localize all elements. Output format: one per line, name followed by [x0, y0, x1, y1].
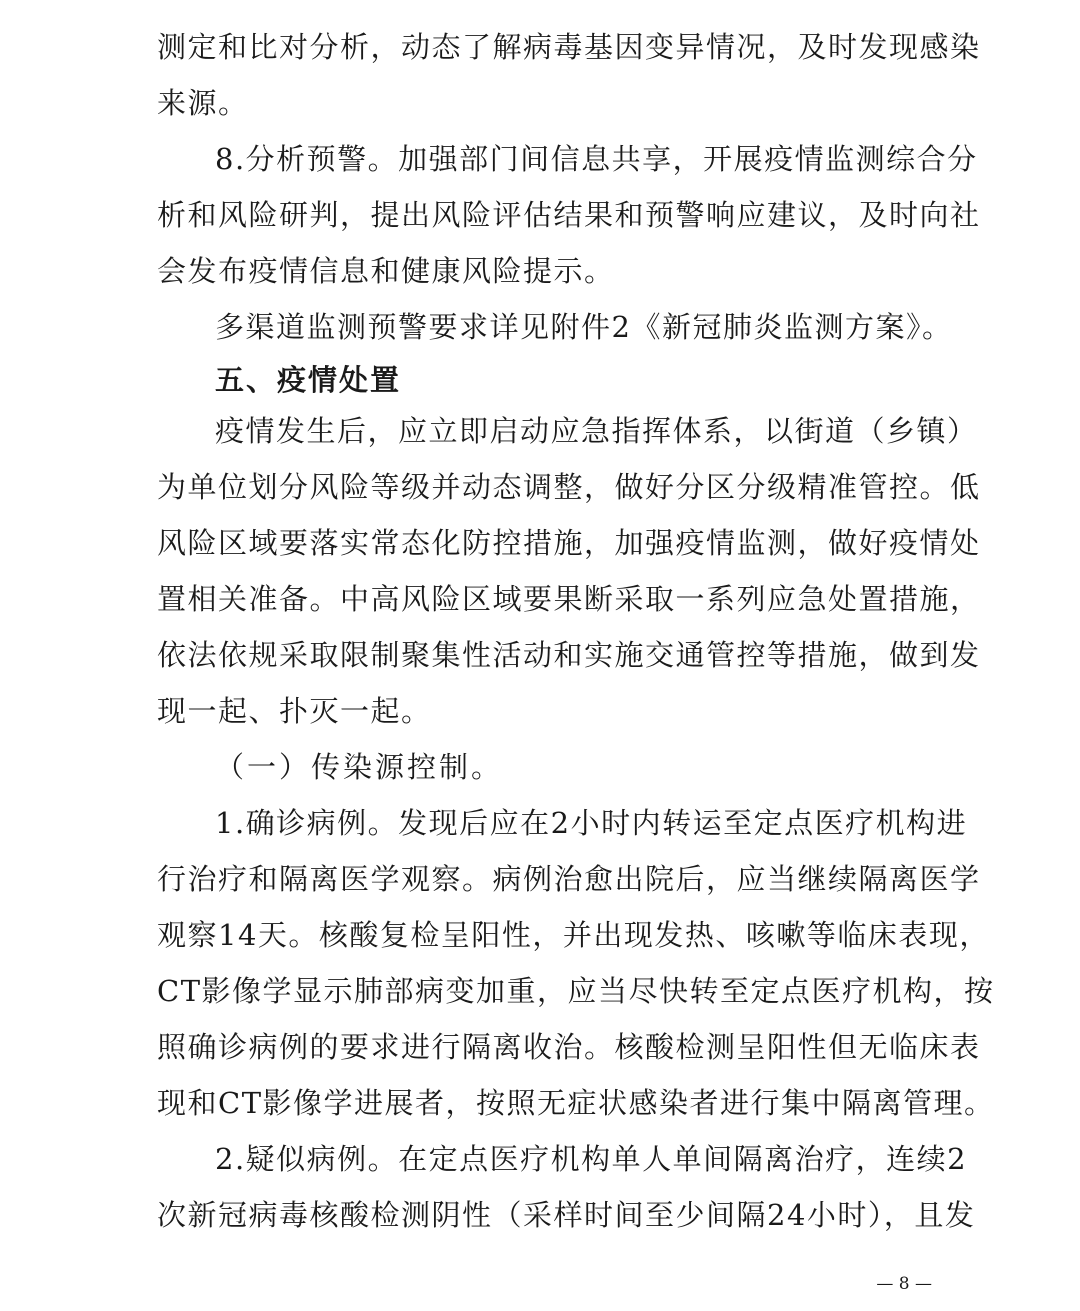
text-line: 行治疗和隔离医学观察。病例治愈出院后，应当继续隔离医学 — [157, 862, 981, 896]
text-line: 测定和比对分析，动态了解病毒基因变异情况，及时发现感染 — [157, 30, 981, 64]
page-number: — 8 — — [876, 1274, 932, 1294]
text-line: 1.确诊病例。发现后应在2小时内转运至定点医疗机构进 — [215, 806, 968, 840]
text-line: 为单位划分风险等级并动态调整，做好分区分级精准管控。低 — [157, 470, 981, 504]
text-line: 2.疑似病例。在定点医疗机构单人单间隔离治疗，连续2 — [215, 1142, 968, 1176]
text-line: 现和CT影像学进展者，按照无症状感染者进行集中隔离管理。 — [157, 1086, 995, 1120]
text-line: 次新冠病毒核酸检测阴性（采样时间至少间隔24小时），且发 — [157, 1198, 976, 1232]
text-line: 析和风险研判，提出风险评估结果和预警响应建议，及时向社 — [157, 198, 981, 232]
text-line: CT影像学显示肺部病变加重，应当尽快转至定点医疗机构，按 — [157, 974, 995, 1008]
text-line: 风险区域要落实常态化防控措施，加强疫情监测，做好疫情处 — [157, 526, 981, 560]
section-heading: 五、疫情处置 — [215, 363, 402, 397]
text-line: 8.分析预警。加强部门间信息共享，开展疫情监测综合分 — [215, 142, 978, 176]
text-line: 观察14天。核酸复检呈阳性，并出现发热、咳嗽等临床表现， — [157, 918, 990, 952]
subsection-heading: （一）传染源控制。 — [215, 750, 504, 784]
text-line: 依法依规采取限制聚集性活动和实施交通管控等措施，做到发 — [157, 638, 981, 672]
text-line: 照确诊病例的要求进行隔离收治。核酸检测呈阳性但无临床表 — [157, 1030, 981, 1064]
text-line: 疫情发生后，应立即启动应急指挥体系，以街道（乡镇） — [215, 414, 978, 448]
text-line: 现一起、扑灭一起。 — [157, 694, 432, 728]
text-line: 来源。 — [157, 86, 249, 120]
text-line: 会发布疫情信息和健康风险提示。 — [157, 254, 615, 288]
text-line: 多渠道监测预警要求详见附件2《新冠肺炎监测方案》。 — [215, 310, 953, 344]
text-line: 置相关准备。中高风险区域要果断采取一系列应急处置措施， — [157, 582, 981, 616]
